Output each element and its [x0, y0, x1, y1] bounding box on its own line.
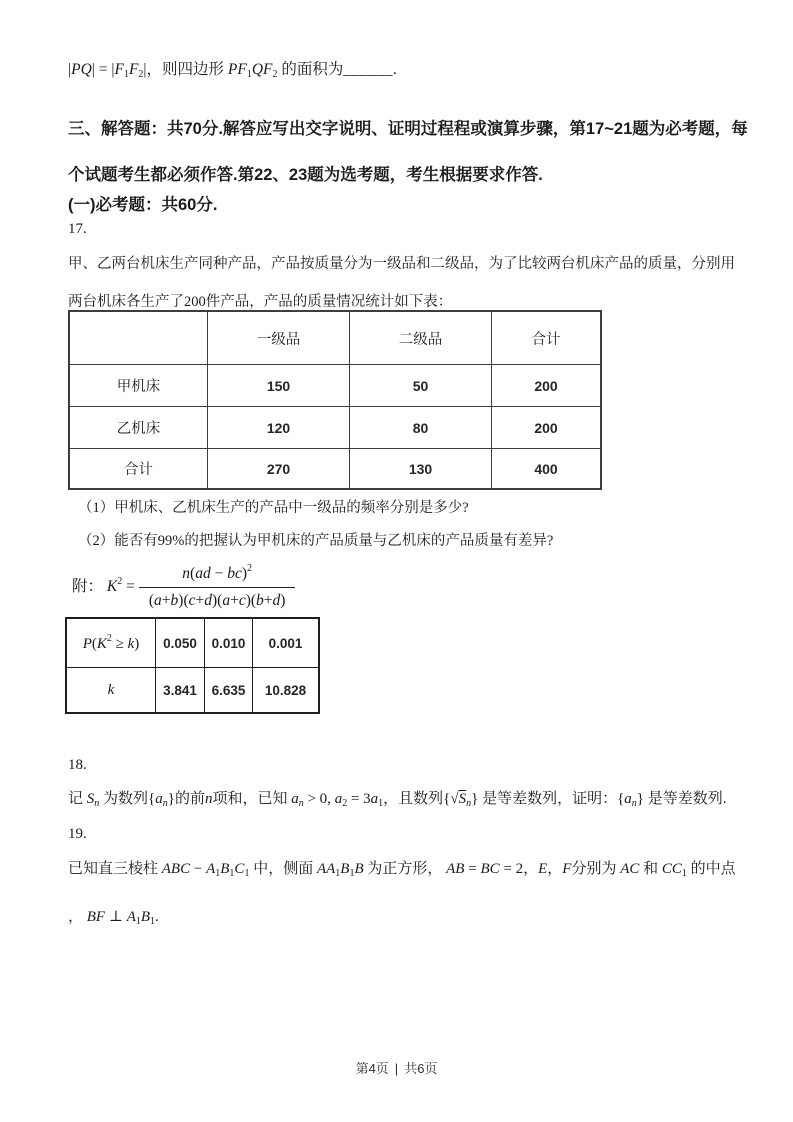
- table-cell: 200: [492, 365, 602, 407]
- math-segment: .: [392, 61, 397, 78]
- math-segment: ，: [547, 861, 563, 877]
- math-segment: 是等差数列.: [643, 791, 727, 807]
- math-segment: 的中点: [686, 861, 736, 877]
- math-segment: +: [195, 592, 205, 609]
- math-segment: n: [298, 798, 304, 809]
- question-17-part1: （1）甲机床、乙机床生产的产品中一级品的频率分别是多少?: [78, 500, 469, 516]
- section-3-heading: [68, 106, 748, 198]
- math-segment: ，且数列: [383, 791, 444, 807]
- k-squared-formula: [72, 556, 295, 614]
- math-segment: +: [161, 592, 171, 609]
- math-segment: c: [238, 592, 246, 609]
- math-segment: b: [170, 592, 179, 609]
- math-segment: b: [256, 592, 264, 609]
- question-18-number: 18.: [68, 757, 87, 773]
- table-header-row: [69, 311, 601, 365]
- math-segment: a: [370, 791, 379, 807]
- critical-value-table: [65, 617, 320, 714]
- table-cell: 0.050: [156, 618, 205, 668]
- row-label: 甲机床: [69, 365, 208, 407]
- math-segment: | = |: [91, 61, 115, 78]
- section-3-heading-line2: 个试题考生都必须作答.第22、23题为选考题，考生根据要求作答.: [68, 166, 543, 184]
- math-segment: n: [631, 798, 637, 809]
- math-segment: > 0,: [303, 791, 335, 807]
- table-cell: 200: [492, 407, 602, 449]
- math-segment: {: [617, 791, 625, 807]
- math-segment: |: [143, 61, 147, 78]
- math-segment: 2: [138, 69, 144, 80]
- math-segment: n: [162, 798, 168, 809]
- math-segment: ≥: [111, 636, 128, 652]
- table-cell: 0.010: [205, 618, 253, 668]
- math-segment: }: [471, 791, 479, 807]
- math-segment: ): [241, 565, 248, 582]
- math-segment: 2: [106, 633, 112, 644]
- fraction-numerator: [139, 556, 296, 588]
- math-segment: +: [263, 592, 273, 609]
- row-label: 合计: [69, 449, 208, 490]
- header-cell-blank: [69, 311, 208, 365]
- math-segment: ，则四边形: [146, 61, 228, 78]
- header-cell-total: 合计: [492, 311, 602, 365]
- math-segment: 2: [117, 576, 123, 587]
- math-segment: 1: [349, 868, 355, 879]
- math-segment: a: [291, 791, 299, 807]
- math-segment: n: [182, 565, 191, 582]
- math-segment: 2: [247, 563, 253, 574]
- math-segment: {√: [443, 791, 459, 807]
- math-segment: +: [230, 592, 239, 609]
- math-segment: 2: [342, 798, 348, 809]
- math-segment: ，: [523, 861, 539, 877]
- table-cell: 120: [208, 407, 350, 449]
- math-segment: ______: [343, 61, 393, 78]
- question16-continuation-line: [68, 57, 397, 80]
- math-segment: = 3: [347, 791, 371, 807]
- math-segment: BF: [86, 909, 106, 925]
- math-segment: E: [538, 861, 548, 877]
- math-segment: B: [354, 861, 364, 877]
- math-segment: 1: [123, 69, 129, 80]
- quality-statistics-table: [68, 310, 602, 490]
- table-cell: 10.828: [253, 668, 320, 714]
- question-17-number: 17.: [68, 221, 87, 237]
- math-segment: d: [204, 592, 212, 609]
- math-segment: B: [220, 861, 230, 877]
- table-cell: 50: [350, 365, 492, 407]
- math-segment: −: [190, 861, 207, 877]
- math-segment: 1: [244, 868, 250, 879]
- math-segment: 1: [335, 868, 341, 879]
- formula-prefix: [72, 574, 135, 596]
- table-row-machine-a: [69, 365, 601, 407]
- fraction: [139, 556, 296, 614]
- math-segment: 1: [150, 916, 156, 927]
- math-segment: 1: [378, 798, 384, 809]
- subsection-1-heading: (一)必考题：共60分.: [68, 196, 218, 214]
- table-cell: 400: [492, 449, 602, 490]
- math-segment: .: [155, 909, 159, 925]
- question-19-statement-line1: [68, 857, 736, 879]
- footer-separator: |: [394, 1061, 399, 1076]
- question-17-part2: （2）能否有99%的把握认为甲机床的产品质量与乙机床的产品质量有差异?: [78, 533, 554, 549]
- math-segment: bc: [227, 565, 242, 582]
- math-segment: 1: [681, 868, 687, 879]
- table-cell: 150: [208, 365, 350, 407]
- math-segment: (: [190, 565, 196, 582]
- table-cell: 0.001: [253, 618, 320, 668]
- math-segment: A: [206, 861, 216, 877]
- table-cell: 80: [350, 407, 492, 449]
- question-19-number: 19.: [68, 826, 87, 842]
- math-segment: F: [128, 61, 139, 78]
- table-row-machine-b: [69, 407, 601, 449]
- math-segment: d: [272, 592, 281, 609]
- math-segment: A: [126, 909, 136, 925]
- math-segment: 1: [215, 868, 221, 879]
- math-segment: CC: [661, 861, 682, 877]
- p-expression-cell: [66, 618, 156, 668]
- math-segment: n: [94, 798, 100, 809]
- math-segment: P: [82, 636, 92, 652]
- math-segment: ，: [68, 909, 87, 925]
- math-segment: ad: [195, 565, 211, 582]
- table-cell: 6.635: [205, 668, 253, 714]
- math-segment: 附：: [72, 578, 107, 595]
- math-segment: QF: [251, 61, 273, 78]
- math-segment: n: [466, 798, 472, 809]
- table-cell: 270: [208, 449, 350, 490]
- math-segment: PF: [227, 61, 247, 78]
- math-segment: 已知直三棱柱: [68, 861, 162, 877]
- math-segment: AB: [446, 861, 465, 877]
- math-segment: 为数列: [99, 791, 149, 807]
- math-segment: F: [562, 861, 572, 877]
- math-segment: ⊥: [105, 909, 127, 925]
- question-17-intro-line1: 甲、乙两台机床生产同种产品，产品按质量分为一级品和二级品，为了比较两台机床产品的质量，分别用: [68, 256, 735, 272]
- math-segment: )(: [178, 592, 189, 609]
- math-segment: {: [148, 791, 156, 807]
- math-segment: (: [148, 592, 155, 609]
- table-row-total: [69, 449, 601, 490]
- table-cell: 3.841: [156, 668, 205, 714]
- math-segment: BC: [480, 861, 500, 877]
- math-segment: C: [234, 861, 245, 877]
- math-segment: S: [86, 791, 95, 807]
- math-segment: 1: [246, 69, 252, 80]
- math-segment: 的面积为: [277, 61, 344, 78]
- math-segment: S: [458, 791, 467, 807]
- math-segment: AC: [620, 861, 640, 877]
- math-segment: 的前: [174, 791, 205, 807]
- math-segment: a: [154, 592, 162, 609]
- math-segment: ): [280, 592, 286, 609]
- math-segment: 1: [229, 868, 235, 879]
- math-segment: 记: [68, 791, 87, 807]
- question-18-statement: [68, 787, 727, 809]
- math-segment: 1: [135, 916, 141, 927]
- math-segment: −: [210, 565, 228, 582]
- math-segment: (: [91, 636, 97, 652]
- section-3-heading-line1: 三、解答题：共70分.解答应写出交字说明、证明过程程或演算步骤，第17~21题为必考题，每: [68, 120, 748, 138]
- math-segment: 分别为: [571, 861, 621, 877]
- question-17-intro-line2: 两台机床各生产了200件产品，产品的质量情况统计如下表：: [68, 294, 453, 310]
- footer-total-pages: 共6页: [404, 1061, 438, 1076]
- page-footer: [0, 1058, 793, 1077]
- math-segment: 中，侧面: [249, 861, 317, 877]
- math-segment: PQ: [71, 61, 92, 78]
- math-segment: K: [96, 636, 107, 652]
- math-segment: 是等差数列，证明：: [478, 791, 618, 807]
- math-segment: 为正方形，: [363, 861, 447, 877]
- math-segment: )(: [212, 592, 223, 609]
- math-segment: k: [127, 636, 135, 652]
- math-segment: }: [636, 791, 644, 807]
- math-segment: 和: [639, 861, 662, 877]
- fraction-denominator: [139, 588, 296, 614]
- math-segment: a: [624, 791, 632, 807]
- math-segment: = 2: [499, 861, 524, 877]
- math-segment: n: [204, 791, 213, 807]
- math-segment: F: [114, 61, 124, 78]
- k-value-row: [66, 668, 319, 714]
- footer-page-number: 第4页: [355, 1061, 389, 1076]
- math-segment: =: [122, 578, 135, 595]
- math-segment: |: [68, 61, 72, 78]
- math-segment: 2: [272, 69, 278, 80]
- k-label-cell: k: [66, 668, 156, 714]
- math-segment: )(: [245, 592, 257, 609]
- math-segment: a: [222, 592, 231, 609]
- row-label: 乙机床: [69, 407, 208, 449]
- header-cell-second-grade: 二级品: [350, 311, 492, 365]
- math-segment: a: [334, 791, 343, 807]
- header-cell-first-grade: 一级品: [208, 311, 350, 365]
- table-cell: 130: [350, 449, 492, 490]
- math-segment: AA: [316, 861, 336, 877]
- math-segment: }: [167, 791, 175, 807]
- math-segment: a: [155, 791, 163, 807]
- math-segment: B: [340, 861, 350, 877]
- math-segment: 项和，已知: [212, 791, 292, 807]
- question-19-statement-line2: [68, 905, 159, 927]
- math-segment: B: [140, 909, 151, 925]
- math-segment: c: [188, 592, 196, 609]
- p-value-row: [66, 618, 319, 668]
- math-segment: ): [134, 636, 140, 652]
- math-segment: ABC: [161, 861, 191, 877]
- math-segment: K: [106, 578, 118, 595]
- math-segment: =: [464, 861, 481, 877]
